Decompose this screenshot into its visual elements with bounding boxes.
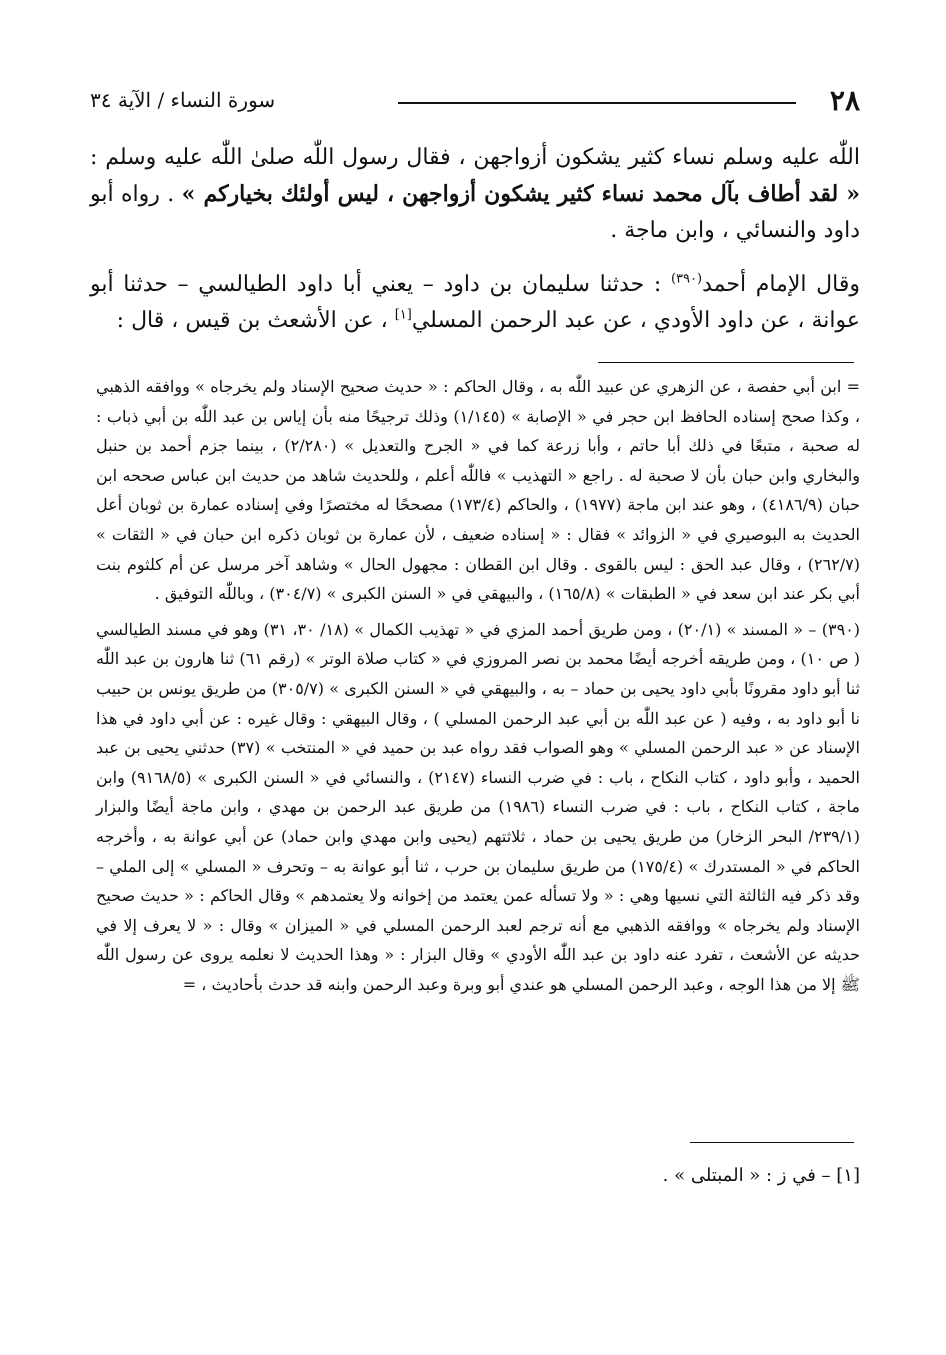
main-text bbox=[90, 140, 860, 339]
footnote-continuation: = ابن أبي حفصة ، عن الزهري عن عبيد اللّٰه به ، وقال الحاكم : « حديث صحيح الإسناد ولم يخرجاه » ووافقه الذهبي ، وكذا صحح إسناده الحافظ ابن حجر في « الإصابة » (١/١٤٥) وذلك ترجيحًا منه بأن إياس بن عبد اللّٰه بن أبي ذباب : له صحبة ، متبعًا في ذلك أبا حاتم ، وأبا زرعة كما في « الجرح والتعديل » (٢/٢٨٠) ، بينما جزم أحمد بن حنبل والبخاري وابن حبان بأن لا صحبة له . راجع « التهذيب » فاللّٰه أعلم ، وللحديث شاهد من حديث ابن عباس صححه ابن حبان (٤١٨٦/٩) ، وهو عند ابن ماجة (١٩٧٧) ، والحاكم (١٧٣/٤) مصححًا له مختصرًا وفي إسناده عمارة بن ثوبان أعل الحديث به البوصيري في « الزوائد » فقال : « إسناده ضعيف ، لأن عمارة بن ثوبان ذكره ابن حبان في « الثقات » (٢٦٢/٧) ، وقال عبد الحق : ليس بالقوى . وقال ابن القطان : مجهول الحال » وشاهد آخر مرسل عن أم كلثوم بنت أبي بكر عند ابن سعد في « الطبقات » (١٦٥/٨) ، والبيهقي في « السنن الكبرى » (٣٠٤/٧) ، وباللّٰه التوفيق . bbox=[96, 377, 861, 604]
running-title: سورة النساء / الآية ٣٤ bbox=[90, 88, 276, 112]
text-run: . رواه أبو داود والنسائي ، وابن ماجة . bbox=[90, 182, 860, 243]
footnote-390: (٣٩٠) – « المسند » (٢٠/١) ، ومن طريق أحمد المزي في « تهذيب الكمال » (١٨/ ٣٠، ٣١) وهو في مسند الطيالسي ( ص ١٠) ، ومن طريقه أخرجه أيضًا محمد بن نصر المروزي في « كتاب صلاة الوتر » (رقم ٦١) ثنا هارون بن عبد اللّٰه ثنا أبو داود مقرونًا بأبي داود يحيى بن حماد – به ، والبيهقي في « السنن الكبرى » (٣٠٥/٧) من طريق يونس بن حبيب نا أبو داود به ، وفيه ( عن عبد اللّٰه بن أبي عبد الرحمن المسلي ) ، وقال البيهقي : وقال غيره : عن أبي داود في هذا الإسناد عن « عبد الرحمن المسلي » وهو الصواب فقد رواه عبد بن حميد في « المنتخب » (٣٧) حدثني يحيى بن عبد الحميد ، وأبو داود ، كتاب النكاح ، باب : في ضرب النساء (٢١٤٧) ، والنسائي في « السنن الكبرى » (٩١٦٨/٥) وابن ماجة ، كتاب النكاح ، باب : في ضرب النساء (١٩٨٦) من طريق عبد الرحمن بن مهدي ، وابن ماجة أيضًا والبزار (٢٣٩/١/ البحر الزخار) من طريق يحيى بن حماد ، ثلاثتهم (يحيى وابن مهدي وابن حماد) عن أبي عوانة به ، وأخرجه الحاكم في « المستدرك » (١٧٥/٤) من طريق سليمان بن حرب ، ثنا أبو عوانة به – وتحرف « المسلي » إلى الملي – وقد ذكر فيه الثالثة التي نسيها وهي : « ولا تسأله عمن يعتمد من إخوانه ولا يعتمدهم » وقال الحاكم : « حديث صحيح الإسناد ولم يخرجاه » ووافقه الذهبي مع أنه ترجم لعبد الرحمن المسلي في « الميزان » وقال : « لا يعرف إلا في حديثه عن الأشعث ، تفرد عنه داود بن عبد اللّٰه الأودي » وقال البزار : « وهذا الحديث لا نعلمه يروى عن رسول اللّٰه ﷺ إلا من هذا الوجه ، وعبد الرحمن المسلي هو عندي أبو وبرة وعبد الرحمن وابنه قد حدث بأحاديث ، = bbox=[96, 619, 861, 994]
page-header bbox=[90, 82, 860, 122]
variant-ref: [١] bbox=[394, 307, 412, 323]
hadith-quote: « لقد أطاف بآل محمد نساء كثير يشكون أزواجهن ، ليس أولئك بخياركم » bbox=[181, 181, 860, 207]
page-number: ٢٨ bbox=[829, 84, 860, 117]
footnote-separator bbox=[598, 362, 854, 363]
text-run: : حدثنا سليمان بن داود – يعني أبا داود الطيالسي – حدثنا أبو عوانة ، عن داود الأودي ، عن عبد الرحمن المسلي bbox=[90, 272, 860, 333]
variant-note: [١] – في ز : « المبتلى » . bbox=[662, 1165, 860, 1186]
footnotes bbox=[96, 372, 860, 999]
main-paragraph bbox=[90, 140, 860, 249]
header-rule bbox=[398, 102, 796, 104]
text-run: وقال الإمام أحمد bbox=[702, 272, 860, 297]
text-run: ، عن الأشعث بن قيس ، قال : bbox=[116, 308, 395, 333]
footnote-ref: (٣٩٠) bbox=[670, 271, 703, 287]
main-paragraph bbox=[90, 267, 860, 339]
variant-separator bbox=[690, 1142, 854, 1143]
text-run: اللّٰه عليه وسلم نساء كثير يشكون أزواجهن ، فقال رسول اللّٰه صلىٰ اللّٰه عليه وسلم : bbox=[90, 145, 860, 170]
